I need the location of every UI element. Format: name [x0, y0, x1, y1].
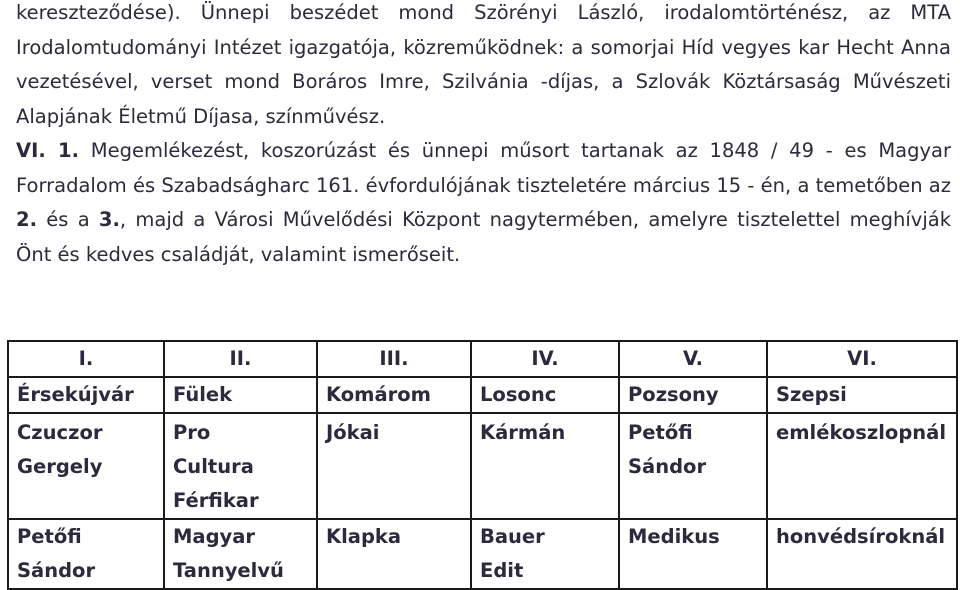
table-cell	[471, 413, 619, 519]
town-cell: Komárom	[317, 377, 471, 413]
paragraph-intro: kereszteződése). Ünnepi beszédet mond Szörényi László, irodalomtörténész, az MTA Irodalomtudományi Intézet igazgatója, közreműködnek: a somorjai Híd vegyes kar Hecht Anna vezetésével, verset mond Boráros Imre, Szilvánia -díjas, a Szlovák Köztársaság Művészeti Alapjának Életmű Díjasa, színművész.	[16, 1, 951, 128]
cell-line: Petőfi	[17, 525, 82, 548]
cell-line: Czuczor	[17, 421, 103, 444]
header-cell: II.	[164, 341, 317, 377]
cell-line: Férfikar	[173, 489, 259, 512]
table-cell	[164, 413, 317, 519]
announcement-text-b: és a	[36, 208, 99, 231]
cell-line: Edit	[480, 559, 524, 582]
cell-line: Magyar	[173, 525, 256, 548]
table-header-row	[8, 341, 957, 377]
cell-line: Cultura	[173, 455, 254, 478]
announcement-text-c: , majd a Városi Művelődési Központ nagytermében, amelyre tisztelettel meghívják Önt és kedves családját, valamint ismerőseit.	[16, 208, 951, 266]
header-cell: I.	[8, 341, 164, 377]
town-cell: Losonc	[471, 377, 619, 413]
bold-number-2: 2.	[16, 208, 37, 231]
table-cell	[471, 519, 619, 589]
table-cell	[767, 413, 957, 519]
cell-line: Sándor	[628, 455, 707, 478]
town-cell: Szepsi	[767, 377, 957, 413]
cell-line: Medikus	[628, 525, 720, 548]
table-cell	[317, 519, 471, 589]
town-cell: Érsekújvár	[8, 377, 164, 413]
header-cell: VI.	[767, 341, 957, 377]
header-cell: III.	[317, 341, 471, 377]
item-number: VI. 1.	[16, 139, 80, 162]
schedule-table	[7, 340, 958, 590]
table-row	[8, 413, 957, 519]
header-cell: V.	[619, 341, 767, 377]
cell-line: Gergely	[17, 455, 103, 478]
announcement-text-a: Megemlékezést, koszorúzást és ünnepi műsort tartanak az 1848 / 49 - es Magyar Forradalom és Szabadságharc 161. évfordulójának tiszteletére március 15 - én, a temetőben az	[16, 139, 951, 197]
town-cell: Fülek	[164, 377, 317, 413]
cell-line: Sándor	[17, 559, 96, 582]
bold-number-3: 3.	[98, 208, 120, 231]
cell-line: emlékoszlopnál	[776, 421, 947, 444]
table-cell	[767, 519, 957, 589]
table-cell	[619, 519, 767, 589]
header-cell: IV.	[471, 341, 619, 377]
cell-line: Tannyelvű	[173, 559, 284, 582]
table-cell	[317, 413, 471, 519]
paragraph-announcement	[16, 134, 951, 272]
cell-line: honvédsíroknál	[776, 525, 946, 548]
town-cell: Pozsony	[619, 377, 767, 413]
table-row	[8, 519, 957, 589]
table-cell	[164, 519, 317, 589]
cell-line: Jókai	[326, 421, 380, 444]
cell-line: Petőfi	[628, 421, 693, 444]
cell-line: Klapka	[326, 525, 402, 548]
cell-line: Bauer	[480, 525, 545, 548]
table-row-towns	[8, 377, 957, 413]
cell-line: Pro	[173, 421, 211, 444]
table-cell	[8, 413, 164, 519]
table-cell	[8, 519, 164, 589]
table-cell	[619, 413, 767, 519]
cell-line: Kármán	[480, 421, 566, 444]
